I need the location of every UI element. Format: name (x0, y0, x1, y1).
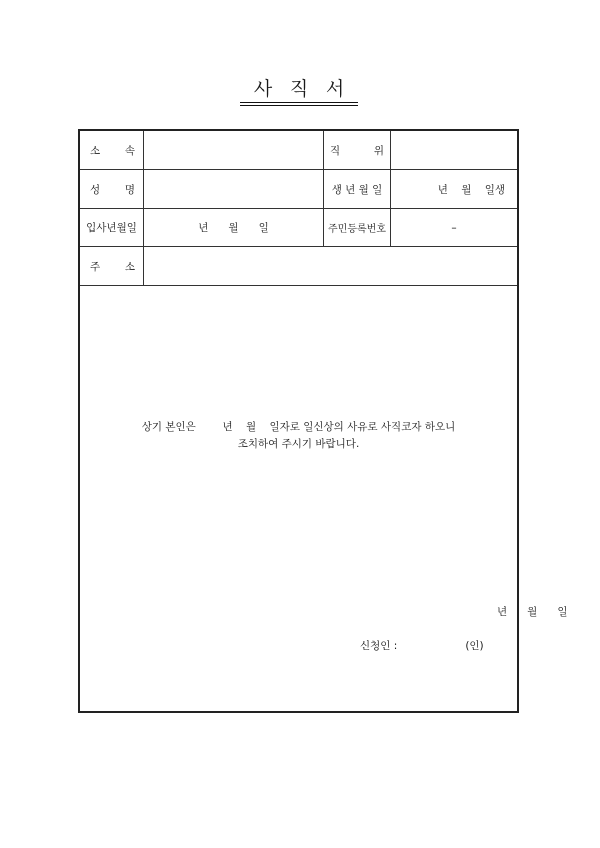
affiliation-label-char-1: 소 (90, 144, 101, 157)
join-date-label: 입사년월일 (80, 209, 144, 246)
position-label-char-1: 직 (330, 144, 341, 157)
title-char-1: 사 (253, 78, 273, 100)
resident-no-label: 주민등록번호 (324, 209, 391, 246)
position-label-char-2: 위 (373, 144, 384, 157)
address-label (80, 247, 144, 285)
title-char-3: 서 (325, 78, 345, 100)
affiliation-field[interactable] (144, 131, 324, 169)
statement-line-1: 상기 본인은 년 월 일자로 일신상의 사유로 사직코자 하오니 (141, 421, 456, 433)
address-field[interactable] (144, 247, 517, 285)
submission-date[interactable]: 년 월 일 (497, 606, 568, 618)
name-label-char-1: 성 (90, 183, 101, 196)
affiliation-label (80, 131, 144, 169)
affiliation-label-char-2: 속 (124, 144, 135, 157)
join-date-field[interactable]: 년 월 일 (144, 209, 324, 246)
birthdate-label: 생 년 월 일 (324, 170, 391, 208)
title-char-2: 직 (289, 78, 309, 100)
form-row-address (80, 247, 517, 286)
form-row-name (80, 170, 517, 209)
statement-line-2: 조치하여 주시기 바랍니다. (237, 438, 360, 450)
seal-mark: (인) (465, 640, 484, 652)
applicant-label: 신청인 : (360, 640, 398, 652)
birthdate-field[interactable]: 년 월 일생 (437, 183, 505, 196)
name-field[interactable] (144, 170, 324, 208)
form-row-join-date (80, 209, 517, 247)
signature-line (360, 638, 484, 653)
position-field[interactable] (391, 131, 517, 169)
position-label (324, 131, 391, 169)
resignation-form (78, 129, 568, 713)
document-title (240, 76, 358, 106)
resignation-statement (80, 419, 517, 453)
address-label-char-2: 소 (124, 260, 135, 273)
name-label-char-2: 명 (124, 183, 135, 196)
address-label-char-1: 주 (90, 260, 101, 273)
name-label (80, 170, 144, 208)
form-row-affiliation (80, 131, 517, 170)
resident-no-field[interactable]: – (451, 221, 457, 234)
